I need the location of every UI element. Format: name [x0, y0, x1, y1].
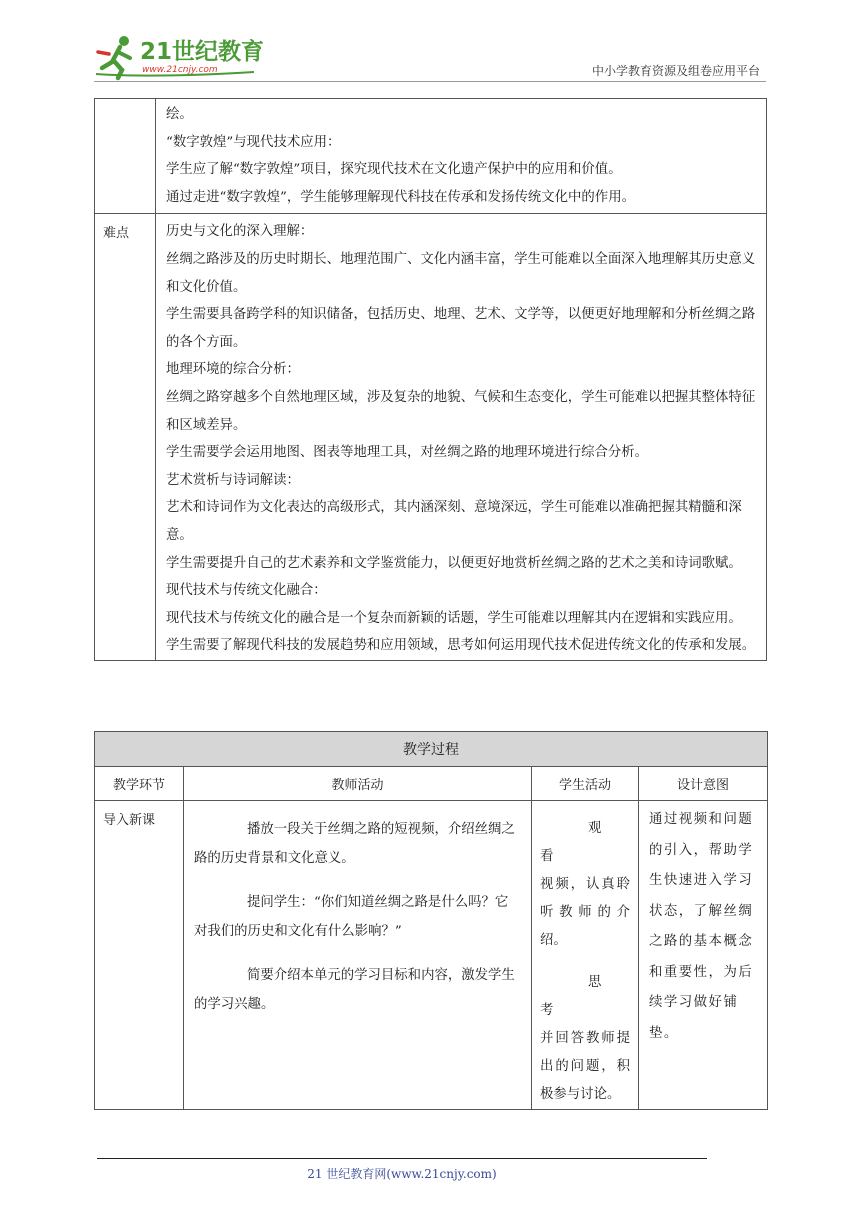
- paragraph: 学生需要具备跨学科的知识储备，包括历史、地理、艺术、文学等，以便更好地理解和分析丝绸之路的各个方面。: [166, 307, 756, 350]
- table-row: [95, 732, 768, 767]
- paragraph-rest: 视频，认真聆听教师的介绍。: [540, 877, 630, 948]
- table-row: [95, 214, 767, 661]
- lead-word: 思考: [540, 975, 616, 1018]
- header-divider: [94, 81, 766, 82]
- footer-divider: [97, 1158, 707, 1159]
- student-activity-cell: [532, 801, 639, 1110]
- platform-name: 中小学教育资源及组卷应用平台: [591, 64, 760, 78]
- paragraph: [540, 815, 630, 955]
- teacher-activity-cell: [184, 801, 532, 1110]
- paragraph: 简要介绍本单元的学习目标和内容，激发学生的学习兴趣。: [194, 968, 515, 1012]
- paragraph-rest: 并回答教师提出的问题，积极参与讨论。: [540, 1031, 630, 1102]
- logo-title: 21世纪教育: [140, 39, 264, 65]
- column-header: 教师活动: [184, 767, 532, 801]
- paragraph: [540, 969, 630, 1109]
- logo-url: www.21cnjy.com: [142, 65, 218, 75]
- objectives-table: [94, 98, 767, 661]
- paragraph: 艺术和诗词作为文化表达的高级形式，其内涵深刻、意境深远，学生可能难以准确把握其精髓和深意。: [166, 500, 742, 543]
- paragraph: 学生需要学会运用地图、图表等地理工具，对丝绸之路的地理环境进行综合分析。: [166, 445, 649, 461]
- label-cell-empty: [95, 99, 156, 214]
- table-header-row: [95, 767, 768, 801]
- paragraph: 播放一段关于丝绸之路的短视频，介绍丝绸之路的历史背景和文化意义。: [194, 822, 515, 866]
- stage-cell: 导入新课: [95, 801, 184, 1110]
- paragraph: 丝绸之路穿越多个自然地理区域，涉及复杂的地貌、气候和生态变化，学生可能难以把握其整体特征和区域差异。: [166, 389, 756, 433]
- difficulty-content: [156, 214, 767, 661]
- subheading: 地理环境的综合分析：: [166, 362, 300, 378]
- footer-link[interactable]: 21 世纪教育网(www.21cnjy.com): [307, 1167, 497, 1181]
- column-header: 教学环节: [95, 767, 184, 801]
- difficulty-label: 难点: [95, 214, 156, 661]
- paragraph: 现代技术与传统文化的融合是一个复杂而新颖的话题，学生可能难以理解其内在逻辑和实践应用。: [166, 610, 742, 626]
- paragraph: 提问学生：“你们知道丝绸之路是什么吗？它对我们的历史和文化有什么影响？”: [194, 895, 509, 939]
- paragraph: 绘。: [166, 107, 193, 122]
- subheading: 艺术赏析与诗词解读：: [166, 472, 300, 488]
- column-header: 学生活动: [532, 767, 639, 801]
- subheading: 现代技术与传统文化融合：: [166, 583, 327, 599]
- teaching-process-table: [94, 731, 768, 1110]
- content-cell: [156, 99, 767, 214]
- paragraph: 通过走进“数字敦煌”，学生能够理解现代科技在传承和发扬传统文化中的作用。: [166, 189, 635, 205]
- table-row: [95, 99, 767, 214]
- process-title: 教学过程: [95, 732, 768, 767]
- paragraph: 学生需要提升自己的艺术素养和文学鉴赏能力，以便更好地赏析丝绸之路的艺术之美和诗词歌赋。: [166, 555, 742, 571]
- design-intent-cell: 通过视频和问题的引入，帮助学生快速进入学习状态，了解丝绸之路的基本概念和重要性，为后续学习做好铺垫。: [639, 801, 768, 1110]
- paragraph: “数字敦煌”与现代技术应用：: [166, 134, 341, 150]
- paragraph: 丝绸之路涉及的历史时期长、地理范围广、文化内涵丰富，学生可能难以全面深入地理解其历史意义和文化价值。: [166, 251, 756, 295]
- lead-word: 观看: [540, 821, 616, 864]
- paragraph: 学生需要了解现代科技的发展趋势和应用领域，思考如何运用现代技术促进传统文化的传承和发展。: [166, 638, 756, 654]
- site-logo: [94, 32, 264, 82]
- column-header: 设计意图: [639, 767, 768, 801]
- paragraph: 学生应了解“数字敦煌”项目，探究现代技术在文化遗产保护中的应用和价值。: [166, 162, 622, 178]
- subheading: 历史与文化的深入理解：: [166, 224, 314, 240]
- table-row: [95, 801, 768, 1110]
